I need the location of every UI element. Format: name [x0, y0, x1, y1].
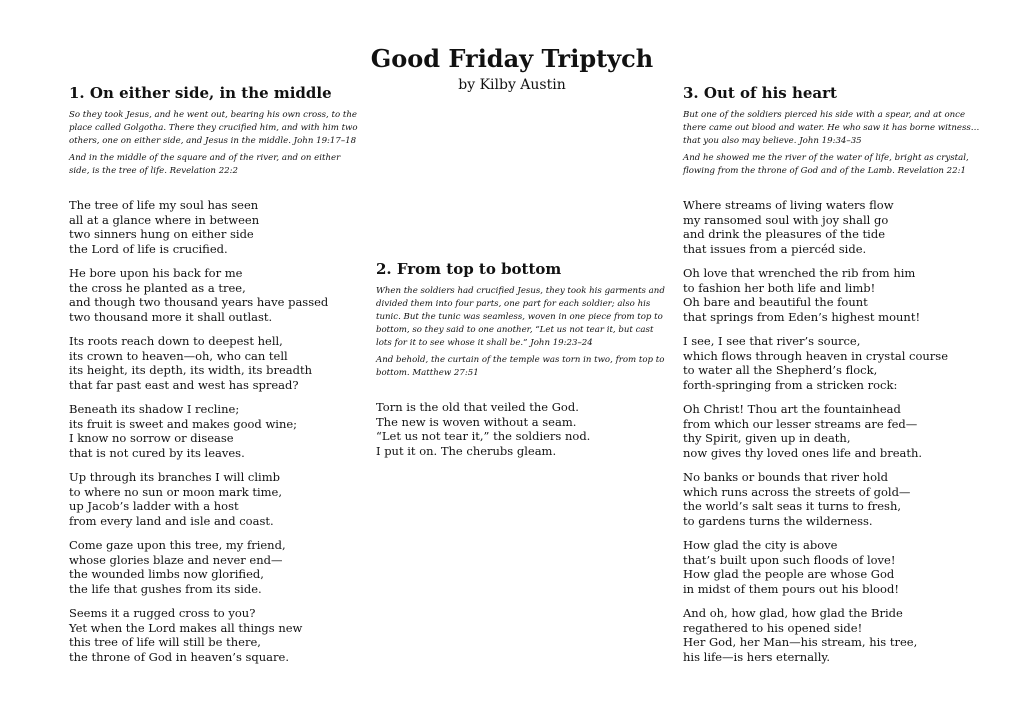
poem-line: Beneath its shadow I recline; [69, 402, 240, 416]
poem-line: the Lord of life is crucified. [69, 241, 228, 256]
stanza [683, 538, 983, 596]
poem-line: up Jacob’s ladder with a host [69, 499, 239, 513]
poem-line: Oh Christ! Thou art the fountainhead [683, 402, 901, 416]
poem-line: in midst of them pours out his blood! [683, 581, 899, 596]
poem-line: I see, I see that river’s source, [683, 334, 861, 348]
stanza [69, 198, 359, 256]
poem-line: the world’s salt seas it turns to fresh, [683, 499, 902, 513]
stanza [683, 470, 983, 528]
section-heading: 1. On either side, in the middle [69, 84, 332, 102]
poem-line: to water all the Shepherd’s flock, [683, 363, 878, 377]
poem-line: “Let us not tear it,” the soldiers nod. [376, 429, 591, 443]
poem-line: from which our lesser streams are fed— [683, 416, 918, 431]
epigraph-quote: And he showed me the river of the water of life, bright as crystal, flowing from the throne of God and of the Lamb. Revelation 22:1 [683, 153, 969, 176]
poem-line: its height, its depth, its width, its breadth [69, 363, 313, 377]
poem-line: that springs from Eden’s highest mount! [683, 309, 921, 324]
poem-line: I know no sorrow or disease [69, 431, 234, 445]
epigraph-quote: When the soldiers had crucified Jesus, they took his garments and divided them into four parts, one part for each soldier; also his tunic. But the tunic was seamless, woven in one piece from top to bottom, so they said to one another, “Let us not tear it, but cast lots for it to see whose it shall be.” John 19:23–24 [376, 286, 665, 348]
poem-line: Her God, her Man—his stream, his tree, [683, 635, 918, 649]
poem-line: to fashion her both life and limb! [683, 280, 876, 295]
stanza [683, 198, 983, 256]
poem-section-1 [69, 84, 359, 674]
stanza [69, 538, 359, 596]
poem-line: its fruit is sweet and makes good wine; [69, 416, 298, 431]
stanza [683, 334, 983, 392]
poem-line: Torn is the old that veiled the God. [376, 400, 579, 414]
stanza [69, 606, 359, 664]
poem-line: the cross he planted as a tree, [69, 280, 246, 295]
poem-line: which flows through heaven in crystal course [683, 348, 948, 363]
poem-line: And oh, how glad, how glad the Bride [683, 606, 903, 620]
poem-line: Up through its branches I will climb [69, 470, 280, 484]
epigraph-quote: And in the middle of the square and of the river, and on either side, is the tree of life. Revelation 22:2 [69, 153, 341, 176]
poem-line: that is not cured by its leaves. [69, 445, 245, 460]
poem-line: Its roots reach down to deepest hell, [69, 334, 283, 348]
stanza [683, 266, 983, 324]
poem-line: The tree of life my soul has seen [69, 198, 259, 212]
stanza [69, 266, 359, 324]
epigraph-quote: But one of the soldiers pierced his side with a spear, and at once there came out blood and water. He who saw it has borne witness…that you also may believe. John 19:34–35 [683, 110, 980, 146]
poem-line: and drink the pleasures of the tide [683, 227, 885, 241]
poem-line: Seems it a rugged cross to you? [69, 606, 256, 620]
poem-line: Come gaze upon this tree, my friend, [69, 538, 286, 552]
poem-line: its crown to heaven—oh, who can tell [69, 348, 288, 363]
section-heading: 3. Out of his heart [683, 84, 837, 102]
stanza [69, 334, 359, 392]
poem-line: the life that gushes from its side. [69, 581, 262, 596]
poem-line: No banks or bounds that river hold [683, 470, 889, 484]
epigraph-block [683, 109, 983, 178]
poem-line: regathered to his opened side! [683, 620, 863, 635]
poem-line: He bore upon his back for me [69, 266, 243, 280]
stanza [683, 606, 983, 664]
poem-line: the throne of God in heaven’s square. [69, 649, 289, 664]
poem-line: which runs across the streets of gold— [683, 484, 911, 499]
poem-line: this tree of life will still be there, [69, 635, 261, 649]
poem-line: from every land and isle and coast. [69, 513, 274, 528]
poem-line: to where no sun or moon mark time, [69, 484, 283, 499]
poem-line: all at a glance where in between [69, 212, 260, 227]
author-byline: by Kilby Austin [458, 77, 566, 93]
poem-line: forth-springing from a stricken rock: [683, 377, 898, 392]
poem-line: that’s built upon such floods of love! [683, 552, 896, 567]
page-title: Good Friday Triptych [370, 44, 654, 73]
poem-line: now gives thy loved ones life and breath. [683, 445, 923, 460]
poem-line: that far past east and west has spread? [69, 377, 299, 392]
poem-line: Yet when the Lord makes all things new [69, 620, 303, 635]
epigraph-quote: And behold, the curtain of the temple was torn in two, from top to bottom. Matthew 27:51 [376, 355, 665, 378]
poem-line: How glad the people are whose God [683, 567, 895, 581]
poem-line: and though two thousand years have passed [69, 295, 329, 309]
stanza [69, 402, 359, 460]
poem-line: How glad the city is above [683, 538, 838, 552]
poem-line: that issues from a piercéd side. [683, 241, 867, 256]
epigraph-quote: So they took Jesus, and he went out, bearing his own cross, to the place called Golgotha. There they crucified him, and with him two others, one on either side, and Jesus in the middle. John 19:17–18 [69, 110, 358, 146]
poem-line: I put it on. The cherubs gleam. [376, 443, 557, 458]
stanza [69, 470, 359, 528]
poem-line: two sinners hung on either side [69, 227, 254, 241]
poem-line: to gardens turns the wilderness. [683, 513, 873, 528]
poem-line: thy Spirit, given up in death, [683, 431, 851, 445]
poem-section-2 [376, 260, 666, 468]
poem-line: Where streams of living waters flow [683, 198, 894, 212]
poem-line: two thousand more it shall outlast. [69, 309, 273, 324]
poem-line: The new is woven without a seam. [376, 414, 577, 429]
section-heading: 2. From top to bottom [376, 260, 562, 278]
poem-line: Oh love that wrenched the rib from him [683, 266, 916, 280]
poem-line: whose glories blaze and never end— [69, 552, 283, 567]
poem-line: my ransomed soul with joy shall go [683, 212, 889, 227]
epigraph-block [69, 109, 359, 178]
poem-line: his life—is hers eternally. [683, 649, 831, 664]
epigraph-block [376, 285, 666, 380]
stanza [376, 400, 666, 458]
poem-line: the wounded limbs now glorified, [69, 567, 264, 581]
poem-line: Oh bare and beautiful the fount [683, 295, 868, 309]
poem-section-3 [683, 84, 983, 674]
stanza [683, 402, 983, 460]
